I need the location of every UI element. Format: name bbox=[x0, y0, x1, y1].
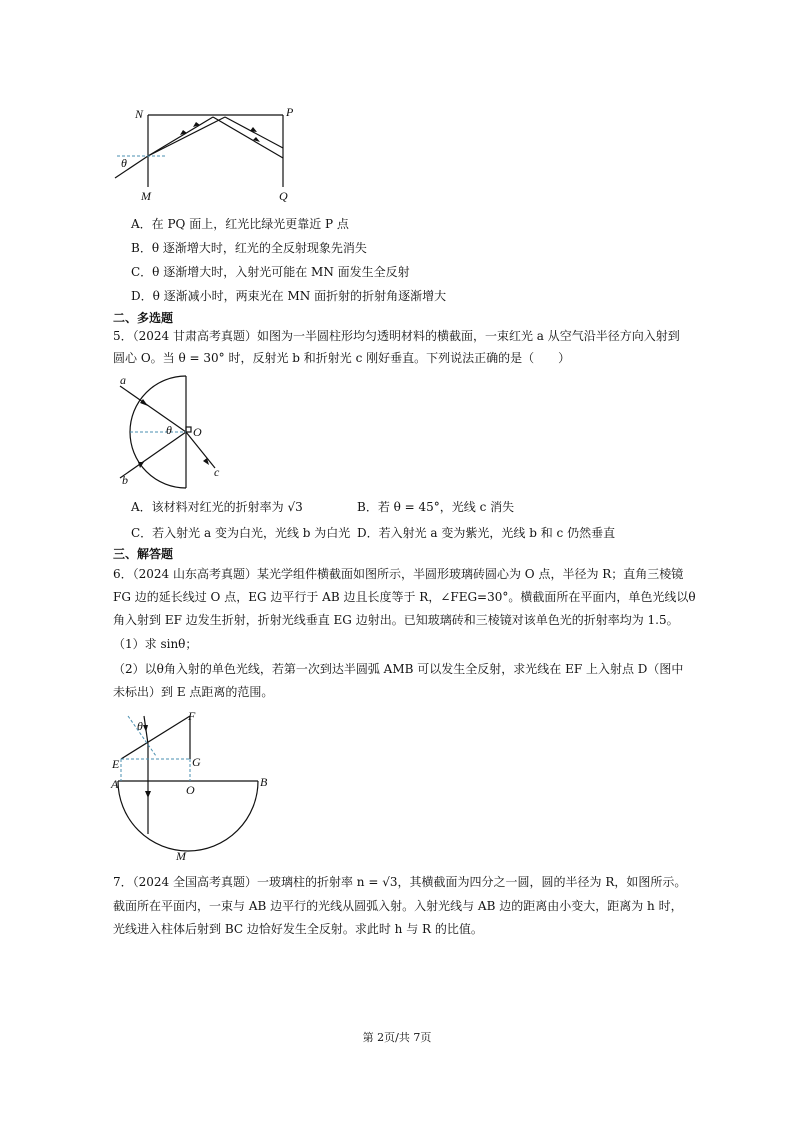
q7-stem-line-3: 光线进入柱体后射到 BC 边恰好发生全反射。求此时 h 与 R 的比值。 bbox=[113, 922, 483, 936]
label-o: O bbox=[186, 783, 195, 797]
label-n: N bbox=[135, 107, 144, 121]
label-q: Q bbox=[279, 189, 288, 203]
label-a: a bbox=[120, 373, 126, 387]
q5-option-b: B．若 θ = 45°，光线 c 消失 bbox=[357, 500, 515, 514]
q6-sub-question-1: （1）求 sinθ； bbox=[113, 637, 198, 651]
label-g: G bbox=[192, 755, 201, 769]
label-theta: θ bbox=[137, 719, 143, 733]
label-m: M bbox=[141, 189, 151, 203]
q6-stem-line-1: 6．（2024 山东高考真题）某光学组件横截面如图所示，半圆形玻璃砖圆心为 O 点，半径为 R；直角三棱镜 bbox=[113, 567, 684, 581]
label-p: P bbox=[286, 105, 294, 119]
section-title-answer: 三、解答题 bbox=[113, 547, 174, 561]
label-a: A bbox=[111, 777, 119, 791]
label-b: B bbox=[260, 775, 268, 789]
q6-sub-question-2-line-1: （2）以θ角入射的单色光线，若第一次到达半圆弧 AMB 可以发生全反射，求光线在 EF 上入射点 D（图中 bbox=[113, 662, 684, 676]
q5-option-d: D．若入射光 a 变为紫光，光线 b 和 c 仍然垂直 bbox=[357, 526, 616, 540]
label-e: E bbox=[112, 757, 120, 771]
label-f: F bbox=[188, 709, 196, 723]
q7-stem-line-2: 截面所在平面内，一束与 AB 边平行的光线从圆弧入射。入射光线与 AB 边的距离由小变大，距离为 h 时， bbox=[113, 899, 683, 913]
page-footer: 第 2页/共 7页 bbox=[362, 1031, 432, 1044]
q6-sub-question-2-line-2: 未标出）到 E 点距离的范围。 bbox=[113, 685, 274, 699]
q4-option-b: B．θ 逐渐增大时，红光的全反射现象先消失 bbox=[131, 241, 367, 255]
q5-option-a: A．该材料对红光的折射率为 √3 bbox=[131, 500, 303, 514]
ray-upper-2 bbox=[213, 117, 283, 158]
ray-lower-1 bbox=[148, 117, 225, 156]
arrow-refracted bbox=[145, 791, 151, 798]
q5-stem-line-2: 圆心 O。当 θ = 30° 时，反射光 b 和折射光 c 刚好垂直。下列说法正确的是（ ） bbox=[113, 351, 571, 365]
label-m: M bbox=[176, 849, 186, 863]
ray-upper-1 bbox=[148, 117, 213, 156]
prism-ef bbox=[121, 716, 190, 759]
q5-stem-line-1: 5．（2024 甘肃高考真题）如图为一半圆柱形均匀透明材料的横截面，一束红光 a 从空气沿半径方向入射到 bbox=[113, 329, 680, 343]
incident-ray bbox=[115, 156, 148, 178]
label-o: O bbox=[193, 425, 202, 439]
figure-q5-semicylinder bbox=[110, 372, 230, 492]
figure-q4-prism bbox=[105, 100, 305, 210]
label-c: c bbox=[214, 465, 220, 479]
q6-stem-line-3: 角入射到 EF 边发生折射，折射光线垂直 EG 边射出。已知玻璃砖和三棱镜对该单色光的折射率均为 1.5。 bbox=[113, 613, 679, 627]
arrow-incident bbox=[143, 725, 148, 732]
label-theta: θ bbox=[166, 423, 172, 437]
label-theta: θ bbox=[121, 156, 127, 170]
q4-option-d: D．θ 逐渐减小时，两束光在 MN 面折射的折射角逐渐增大 bbox=[131, 289, 447, 303]
figure-q6-optical-assembly bbox=[108, 706, 278, 866]
right-angle-mark bbox=[186, 427, 191, 432]
q4-option-a: A．在 PQ 面上，红光比绿光更靠近 P 点 bbox=[131, 217, 349, 231]
section-title-multiple-choice: 二、多选题 bbox=[113, 311, 174, 325]
ray-lower-2 bbox=[225, 117, 283, 148]
q4-option-c: C．θ 逐渐增大时，入射光可能在 MN 面发生全反射 bbox=[131, 265, 410, 279]
label-b: b bbox=[122, 473, 128, 487]
q6-stem-line-2: FG 边的延长线过 O 点，EG 边平行于 AB 边且长度等于 R，∠FEG=30°。横截面所在平面内，单色光线以θ bbox=[113, 590, 696, 604]
q5-option-c: C．若入射光 a 变为白光，光线 b 为白光 bbox=[131, 526, 351, 540]
q7-stem-line-1: 7．（2024 全国高考真题）一玻璃柱的折射率 n = √3，其横截面为四分之一圆，圆的半径为 R，如图所示。 bbox=[113, 875, 687, 889]
